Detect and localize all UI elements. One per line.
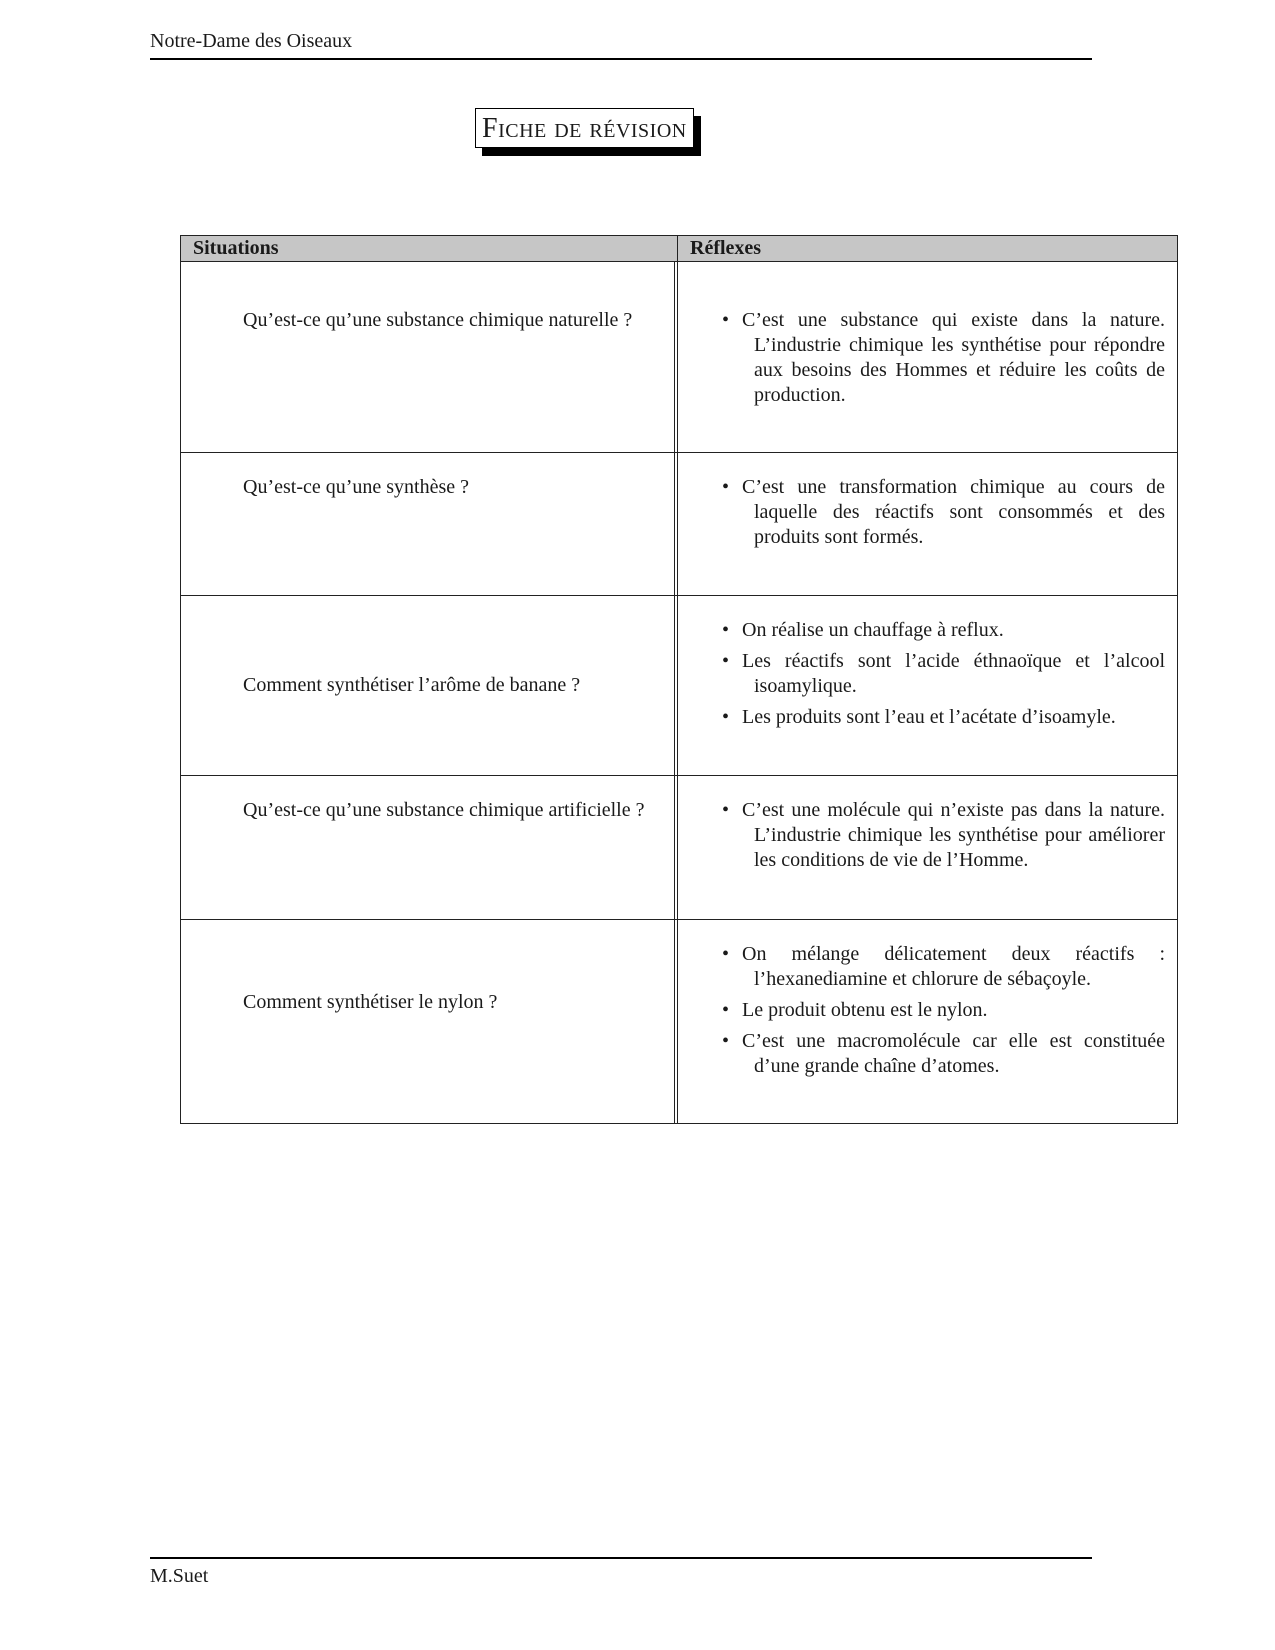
reflex-cell [678,262,1177,452]
reflex-item: • C’est une macromolécule car elle est constituée d’une grande chaîne d’atomes. [722,1030,1165,1077]
reflex-list [722,475,1165,556]
table-row [181,596,1177,776]
situation-question: Comment synthétiser le nylon ? [243,991,498,1013]
table-header [181,236,1177,262]
reflex-list [722,618,1165,736]
reflex-list [722,798,1165,879]
situation-question: Qu’est-ce qu’une synthèse ? [243,476,470,498]
situation-question: Qu’est-ce qu’une substance chimique naturelle ? [243,309,633,331]
page-footer [150,1557,1092,1587]
reflex-item: • Les réactifs sont l’acide éthnaoïque et l’alcool isoamylique. [722,650,1165,697]
reflex-cell [678,453,1177,595]
table-row [181,920,1177,1123]
table-row [181,262,1177,453]
reflex-list [722,942,1165,1085]
revision-table [180,235,1178,1124]
header-reflexes: Réflexes [690,237,762,259]
reflex-cell [678,920,1177,1123]
situation-cell [181,596,678,775]
reflex-item: • On réalise un chauffage à reflux. [722,619,1004,641]
reflex-item: • C’est une molécule qui n’existe pas dans la nature. L’industrie chimique les synthétise pour améliorer les conditions de vie de l’Homme. [722,799,1165,871]
reflex-cell [678,776,1177,919]
reflex-list [722,308,1165,414]
reflex-cell [678,596,1177,775]
title-block [475,108,694,148]
page-title: Fiche de révision [475,108,694,148]
situation-cell [181,776,678,919]
page-header [150,28,1092,60]
header-situations: Situations [181,236,678,261]
situation-question: Qu’est-ce qu’une substance chimique artificielle ? [243,799,645,821]
situation-cell [181,453,678,595]
reflex-item: • C’est une transformation chimique au cours de laquelle des réactifs sont consommés et des produits sont formés. [722,476,1165,548]
situation-cell [181,920,678,1123]
reflex-item: • Le produit obtenu est le nylon. [722,999,988,1021]
reflex-item: • On mélange délicatement deux réactifs : l’hexanediamine et chlorure de sébaçoyle. [722,943,1165,990]
table-row [181,776,1177,920]
header-school-name: Notre-Dame des Oiseaux [150,30,353,52]
reflex-item: • Les produits sont l’eau et l’acétate d’isoamyle. [722,706,1116,728]
situation-cell [181,262,678,452]
situation-question: Comment synthétiser l’arôme de banane ? [243,674,581,696]
reflex-item: • C’est une substance qui existe dans la nature. L’industrie chimique les synthétise pour répondre aux besoins des Hommes et réduire les coûts de production. [722,309,1165,406]
table-row [181,453,1177,596]
footer-author: M.Suet [150,1565,209,1587]
